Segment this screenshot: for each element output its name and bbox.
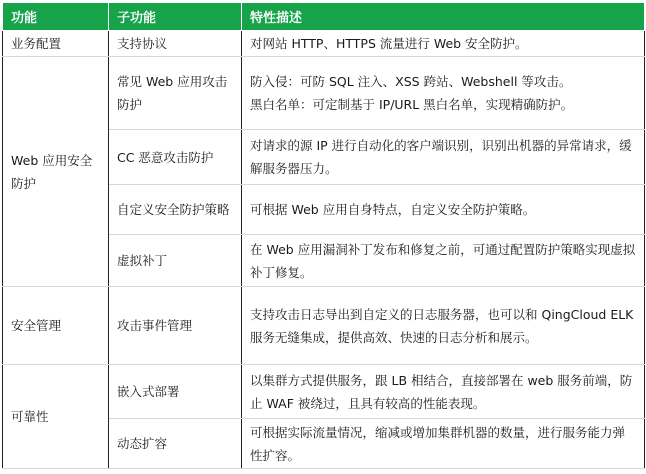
sub-function-cell: 常见 Web 应用攻击防护 bbox=[109, 57, 242, 130]
table-row bbox=[3, 365, 645, 419]
table-row bbox=[3, 57, 645, 130]
description-line: 防入侵：可防 SQL 注入、XSS 跨站、Webshell 等攻击。 bbox=[250, 74, 572, 89]
table-row bbox=[3, 287, 645, 365]
function-cell: 可靠性 bbox=[3, 365, 109, 469]
sub-function-cell: 攻击事件管理 bbox=[109, 287, 242, 365]
function-cell: 安全管理 bbox=[3, 287, 109, 365]
header-function: 功能 bbox=[3, 3, 109, 31]
sub-function-cell: 支持协议 bbox=[109, 31, 242, 57]
description-cell: 可根据实际流量情况，缩减或增加集群机器的数量，进行服务能力弹性扩容。 bbox=[242, 419, 645, 469]
description-cell: 对网站 HTTP、HTTPS 流量进行 Web 安全防护。 bbox=[242, 31, 645, 57]
sub-function-cell: 嵌入式部署 bbox=[109, 365, 242, 419]
description-cell bbox=[242, 57, 645, 130]
description-cell: 以集群方式提供服务，跟 LB 相结合，直接部署在 web 服务前端，防止 WAF 被绕过，且具有较高的性能表现。 bbox=[242, 365, 645, 419]
sub-function-cell: CC 恶意攻击防护 bbox=[109, 130, 242, 185]
header-row bbox=[3, 3, 645, 31]
feature-table bbox=[2, 2, 645, 469]
header-sub-function: 子功能 bbox=[109, 3, 242, 31]
function-cell: Web 应用安全防护 bbox=[3, 57, 109, 287]
description-cell: 支持攻击日志导出到自定义的日志服务器，也可以和 QingCloud ELK 服务无缝集成，提供高效、快速的日志分析和展示。 bbox=[242, 287, 645, 365]
function-cell: 业务配置 bbox=[3, 31, 109, 57]
description-cell: 对请求的源 IP 进行自动化的客户端识别，识别出机器的异常请求，缓解服务器压力。 bbox=[242, 130, 645, 185]
table-row bbox=[3, 31, 645, 57]
sub-function-cell: 动态扩容 bbox=[109, 419, 242, 469]
description-cell: 在 Web 应用漏洞补丁发布和修复之前，可通过配置防护策略实现虚拟补丁修复。 bbox=[242, 235, 645, 287]
sub-function-cell: 虚拟补丁 bbox=[109, 235, 242, 287]
header-description: 特性描述 bbox=[242, 3, 645, 31]
sub-function-cell: 自定义安全防护策略 bbox=[109, 185, 242, 235]
description-cell: 可根据 Web 应用自身特点，自定义安全防护策略。 bbox=[242, 185, 645, 235]
description-line: 黑白名单：可定制基于 IP/URL 黑白名单，实现精确防护。 bbox=[250, 97, 574, 112]
